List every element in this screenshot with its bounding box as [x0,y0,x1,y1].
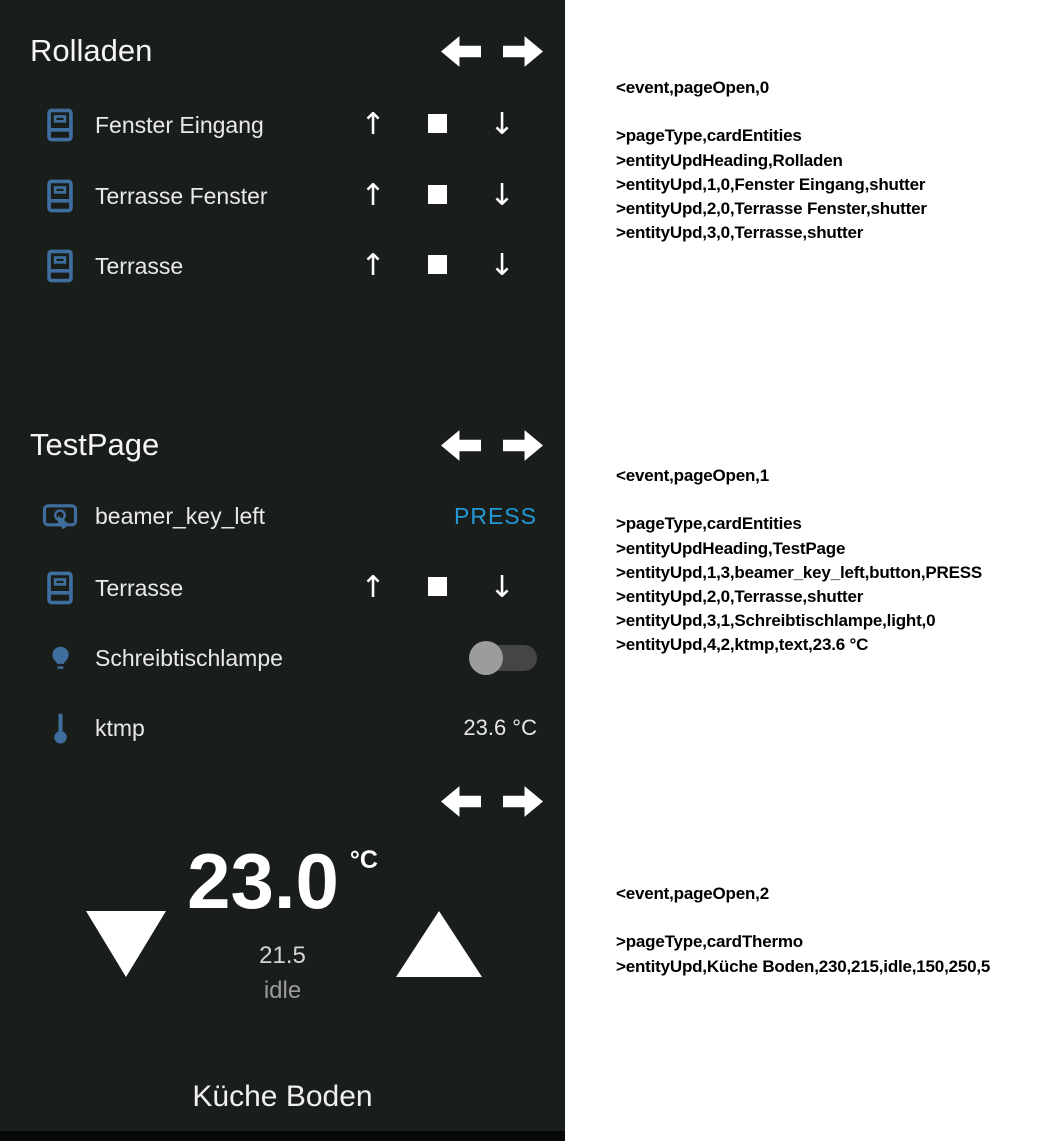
page-nav [441,36,543,67]
thermo-title: Küche Boden [192,1080,373,1113]
stop-icon [428,255,447,274]
stop-icon [428,185,447,204]
log-line: >pageType,cardEntities [616,126,802,146]
current-temperature-value: 23.0 [187,837,339,925]
shutter-up-button[interactable]: ↑ [360,107,386,142]
page-title-rolladen: Rolladen [30,33,153,68]
shutter-icon [42,566,78,610]
stop-icon [428,577,447,596]
stop-icon [428,114,447,133]
log-line: >entityUpd,1,0,Fenster Eingang,shutter [616,174,926,194]
log-line: >entityUpd,4,2,ktmp,text,23.6 °C [616,635,869,655]
shutter-stop-button[interactable] [417,174,457,218]
log-line [616,100,1041,124]
serial-log-block-page1 [616,464,1041,658]
log-line: >pageType,cardThermo [616,932,803,952]
shutter-icon [42,244,78,288]
arrow-left-icon [441,36,481,67]
log-line: >entityUpdHeading,TestPage [616,538,846,558]
log-line: >entityUpd,3,1,Schreibtischlampe,light,0 [616,611,936,631]
hvac-state: idle [263,977,302,1004]
arrow-right-icon [503,430,543,461]
shutter-down-button[interactable]: ↓ [489,570,515,605]
log-line: >entityUpd,2,0,Terrasse Fenster,shutter [616,199,927,218]
shutter-stop-button[interactable] [417,103,457,147]
log-line: >entityUpd,1,3,beamer_key_left,button,PRESS [616,562,982,582]
entity-label: Terrasse [95,253,184,279]
toggle-knob [469,641,503,675]
log-line: <event,pageOpen,0 [616,78,769,97]
entity-row-ktmp [0,706,565,750]
target-temperature: 21.5 [259,942,306,969]
shutter-up-button[interactable]: ↑ [360,570,386,605]
temperature-value: 23.6 °C [463,715,537,740]
entity-label: Terrasse Fenster [95,183,268,209]
log-line [616,488,1041,512]
shutter-up-button[interactable]: ↑ [360,178,386,213]
entity-row-schreibtischlampe [0,636,565,680]
serial-log-block-page0 [616,76,1041,245]
nav-prev-button[interactable] [441,430,481,461]
nav-next-button[interactable] [503,786,543,817]
temperature-unit: °C [349,846,378,874]
log-line: >pageType,cardEntities [616,514,802,534]
arrow-right-icon [503,786,543,817]
nav-prev-button[interactable] [441,36,481,67]
panel-bottom-bezel [0,1131,565,1141]
nav-prev-button[interactable] [441,786,481,817]
shutter-up-button[interactable]: ↑ [360,248,386,283]
log-line: >entityUpd,3,0,Terrasse,shutter [616,223,864,243]
shutter-icon [42,103,78,147]
shutter-down-button[interactable]: ↓ [489,248,515,283]
entity-row-terrasse [0,244,565,288]
arrow-left-icon [441,430,481,461]
entity-row-terrasse-fenster [0,174,565,218]
page-nav [441,430,543,461]
log-line: >entityUpd,Küche Boden,230,215,idle,150,250,5 [616,956,991,976]
shutter-down-button[interactable]: ↓ [489,178,515,213]
entity-row-fenster-eingang [0,103,565,147]
log-line: <event,pageOpen,2 [616,884,769,903]
log-line: >entityUpdHeading,Rolladen [616,150,843,170]
log-line: >entityUpd,2,0,Terrasse,shutter [616,587,864,606]
shutter-stop-button[interactable] [417,566,457,610]
nav-next-button[interactable] [503,36,543,67]
thermometer-icon [42,706,78,750]
press-button[interactable]: PRESS [454,503,537,529]
entity-row-beamer-key-left [0,494,565,538]
page-nav [441,786,543,817]
entity-label: Fenster Eingang [95,112,264,138]
page-title-testpage: TestPage [30,427,160,462]
entity-label: ktmp [95,715,145,741]
shutter-down-button[interactable]: ↓ [489,107,515,142]
log-line: <event,pageOpen,1 [616,466,769,485]
entity-label: Schreibtischlampe [95,645,283,671]
entity-label: Terrasse [95,575,184,601]
arrow-right-icon [503,36,543,67]
serial-log-block-page2 [616,882,1041,979]
lightbulb-icon [42,636,78,680]
entity-row-terrasse-2 [0,566,565,610]
shutter-stop-button[interactable] [417,244,457,288]
entity-label: beamer_key_left [95,503,266,529]
log-line [616,906,1041,930]
gesture-tap-button-icon [42,494,78,538]
current-temperature [0,837,565,925]
shutter-icon [42,174,78,218]
light-toggle[interactable] [469,640,537,676]
nav-next-button[interactable] [503,430,543,461]
arrow-left-icon [441,786,481,817]
